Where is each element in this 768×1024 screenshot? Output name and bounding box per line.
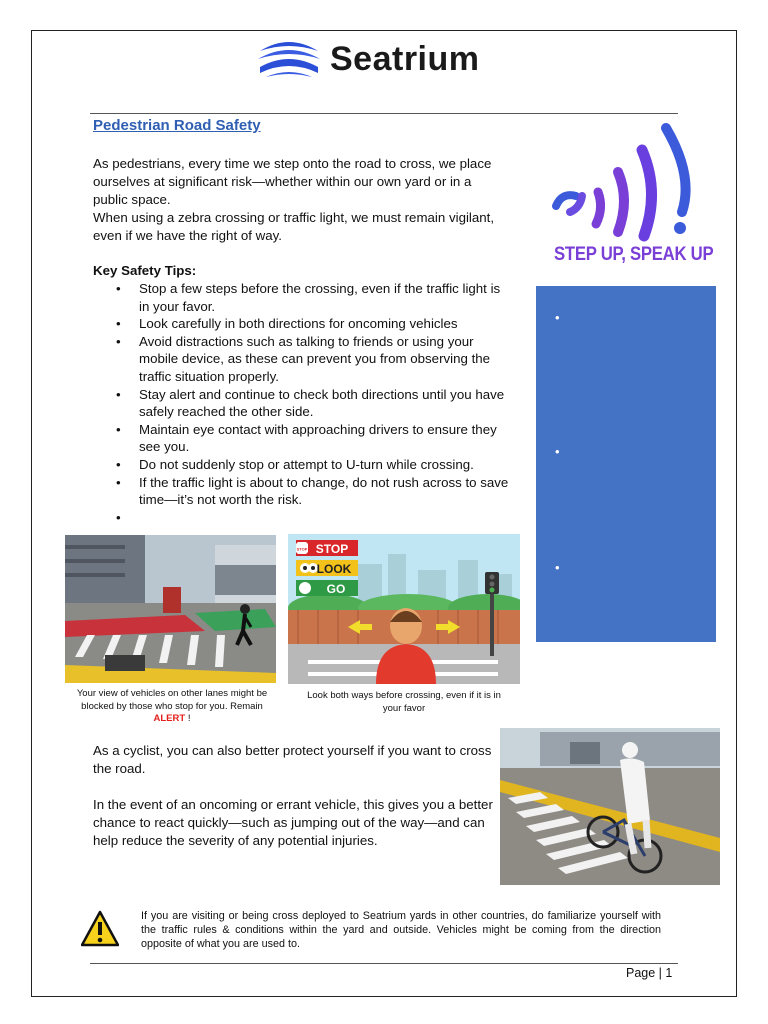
go-sign-label: GO — [326, 582, 346, 596]
tip-item: • Stop a few steps before the crossing, even if the traffic light is in your favor. — [139, 280, 514, 315]
intro-paragraph: As pedestrians, every time we step onto the road to cross, we place ourselves at significant risk—whether within our own yard or in a public space. — [93, 156, 492, 207]
bullet-dot: • — [555, 310, 560, 325]
header-rule — [90, 113, 678, 114]
seatrium-logo — [256, 34, 516, 84]
cyclist-paragraph: In the event of an oncoming or errant vehicle, this gives you a better chance to react quickly—such as jumping out of the way—and can help reduce the severity of any potential injuries. — [93, 797, 493, 848]
cartoon-caption: Look both ways before crossing, even if it is in your favor — [307, 690, 501, 714]
tip-item-empty — [139, 509, 514, 527]
tip-item: • Maintain eye contact with approaching drivers to ensure they see you. — [139, 421, 514, 456]
article-title: Pedestrian Road Safety — [93, 117, 261, 134]
footer-rule — [90, 963, 678, 964]
page-number: Page | 1 — [626, 966, 673, 980]
warning-icon — [81, 910, 119, 948]
bullet-dot: • — [555, 444, 560, 459]
cyclist-paragraph: As a cyclist, you can also better protect yourself if you want to cross the road. — [93, 743, 492, 776]
look-sign-label: LOOK — [316, 562, 352, 576]
company-name: Seatrium — [330, 39, 480, 78]
tip-item: • Look carefully in both directions for oncoming vehicles — [139, 315, 514, 333]
intro-paragraph: When using a zebra crossing or traffic light, we must remain vigilant, even if we have the right of way. — [93, 210, 495, 243]
stop-sign-label: STOP — [315, 542, 349, 556]
caption-text: Your view of vehicles on other lanes might be blocked by those who stop for you. Remain — [76, 688, 268, 712]
campaign-slogan: STEP UP, SPEAK UP — [554, 244, 714, 265]
tip-item: • Avoid distractions such as talking to friends or using your mobile device, as these can prevent you from observing the traffic situation properly. — [139, 333, 514, 386]
alert-word: ALERT — [153, 713, 186, 724]
intro-text — [93, 155, 508, 245]
safety-tips-list — [139, 280, 514, 527]
tip-item: • Stay alert and continue to check both directions until you have safely reached the other side. — [139, 386, 514, 421]
cyclist-photo — [500, 728, 720, 885]
look-both-ways-illustration — [288, 534, 520, 684]
tips-heading: Key Safety Tips: — [93, 263, 197, 278]
tip-item: • If the traffic light is about to change, do not rush across to save time—it’s not worth the risk. — [139, 474, 514, 509]
yard-photo-caption — [72, 688, 272, 726]
stop-octagon-label: STOP — [296, 546, 308, 552]
bullet-dot: • — [555, 560, 560, 575]
deployment-notice: If you are visiting or being cross deployed to Seatrium yards in other countries, do familiarize yourself with the traffic rules & conditions within the yard and outside. Vehicles might be coming from the direction opposite of what you are used to. — [141, 910, 661, 950]
tip-item: • Do not suddenly stop or attempt to U-turn while crossing. — [139, 456, 514, 474]
caption-end: ! — [185, 713, 191, 724]
seatrium-wave-icon — [256, 37, 322, 81]
yard-crossing-photo — [65, 535, 276, 683]
sidebar-panel — [536, 286, 716, 642]
